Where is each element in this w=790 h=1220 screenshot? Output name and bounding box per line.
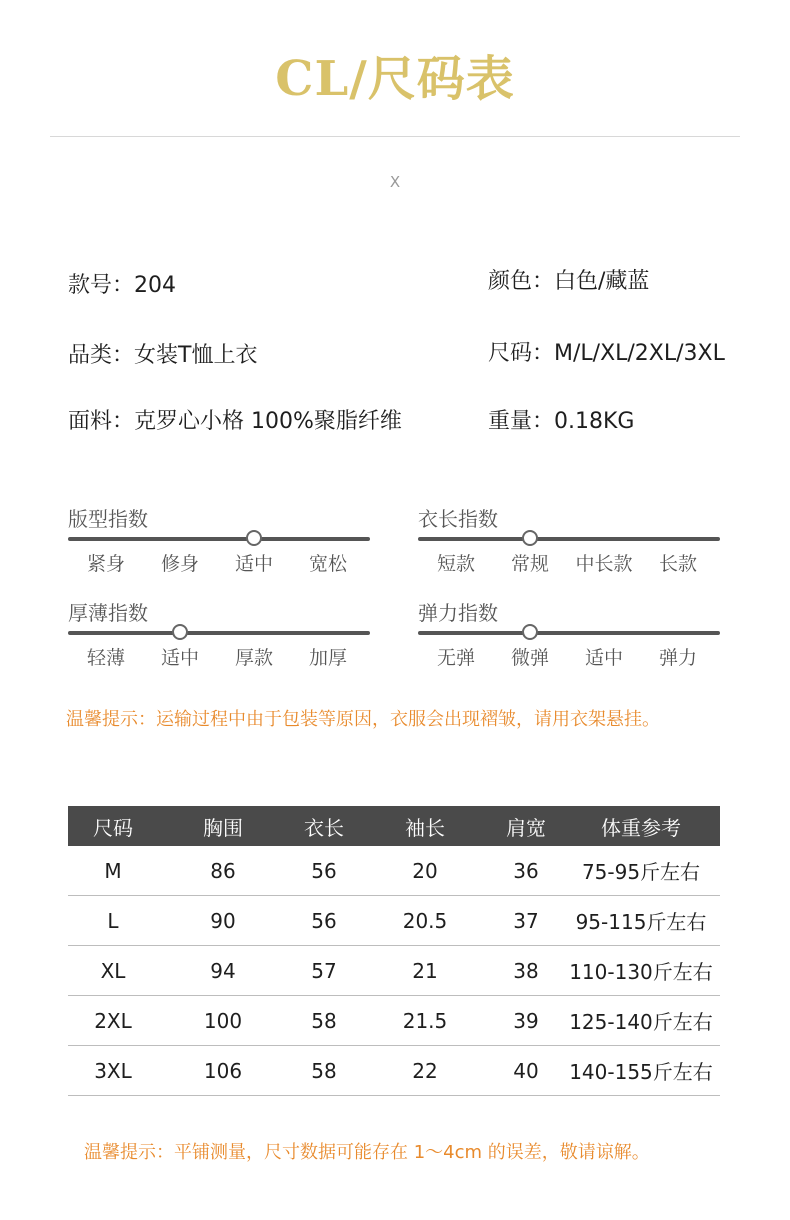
gauge-label: 紧身 xyxy=(86,553,125,575)
close-icon[interactable]: X xyxy=(389,173,401,191)
table-cell: XL xyxy=(68,946,158,996)
table-row xyxy=(68,946,720,996)
table-row xyxy=(68,1046,720,1096)
gauge-label: 微弹 xyxy=(510,647,549,669)
weight-info: 重量：0.18KG xyxy=(488,409,635,434)
fit-gauge xyxy=(68,507,370,579)
table-cell: 95-115斤左右 xyxy=(562,896,720,946)
table-row xyxy=(68,996,720,1046)
table-cell: 21 xyxy=(360,946,490,996)
gauge-title: 厚薄指数 xyxy=(68,601,148,625)
gauge-track xyxy=(418,631,720,635)
column-header: 袖长 xyxy=(360,806,490,846)
gauge-track xyxy=(68,631,370,635)
column-header: 尺码 xyxy=(68,806,158,846)
gauge-title: 版型指数 xyxy=(68,507,148,531)
table-cell: 36 xyxy=(490,846,562,896)
gauge-knob xyxy=(522,530,538,546)
table-row xyxy=(68,896,720,946)
table-cell: M xyxy=(68,846,158,896)
table-cell: 58 xyxy=(288,996,360,1046)
table-cell: 125-140斤左右 xyxy=(562,996,720,1046)
table-cell: 37 xyxy=(490,896,562,946)
thickness-gauge xyxy=(68,601,370,673)
table-cell: 100 xyxy=(158,996,288,1046)
column-header: 肩宽 xyxy=(490,806,562,846)
table-cell: 58 xyxy=(288,1046,360,1096)
table-cell: L xyxy=(68,896,158,946)
table-cell: 20 xyxy=(360,846,490,896)
color-info: 颜色：白色/藏蓝 xyxy=(488,269,650,294)
gauge-label: 短款 xyxy=(436,553,475,575)
table-cell: 140-155斤左右 xyxy=(562,1046,720,1096)
table-cell: 3XL xyxy=(68,1046,158,1096)
gauge-knob xyxy=(246,530,262,546)
gauge-label: 弹力 xyxy=(658,647,697,669)
table-cell: 57 xyxy=(288,946,360,996)
table-header-row xyxy=(68,806,720,846)
table-cell: 110-130斤左右 xyxy=(562,946,720,996)
gauge-label: 长款 xyxy=(658,553,697,575)
title-divider xyxy=(50,136,740,137)
measurement-notice: 温馨提示：平铺测量，尺寸数据可能存在 1～4cm 的误差，敬请谅解。 xyxy=(84,1142,650,1163)
table-cell: 106 xyxy=(158,1046,288,1096)
table-cell: 75-95斤左右 xyxy=(562,846,720,896)
length-gauge xyxy=(418,507,720,579)
table-cell: 40 xyxy=(490,1046,562,1096)
table-cell: 2XL xyxy=(68,996,158,1046)
table-cell: 94 xyxy=(158,946,288,996)
column-header: 体重参考 xyxy=(562,806,720,846)
table-row xyxy=(68,846,720,896)
gauge-label: 适中 xyxy=(234,553,273,575)
table-cell: 56 xyxy=(288,896,360,946)
table-cell: 38 xyxy=(490,946,562,996)
table-cell: 21.5 xyxy=(360,996,490,1046)
size-range-info: 尺码：M/L/XL/2XL/3XL xyxy=(488,341,725,366)
shipping-notice: 温馨提示：运输过程中由于包装等原因，衣服会出现褶皱，请用衣架悬挂。 xyxy=(66,709,660,730)
fabric-info: 面料：克罗心小格 100%聚脂纤维 xyxy=(68,409,402,434)
column-header: 衣长 xyxy=(288,806,360,846)
gauge-label: 宽松 xyxy=(308,553,347,575)
table-cell: 39 xyxy=(490,996,562,1046)
gauge-knob xyxy=(172,624,188,640)
category-info: 品类：女装T恤上衣 xyxy=(68,343,258,368)
gauge-track xyxy=(418,537,720,541)
gauge-label: 中长款 xyxy=(575,553,633,575)
gauge-track xyxy=(68,537,370,541)
gauge-label: 适中 xyxy=(160,647,199,669)
gauge-label: 修身 xyxy=(160,553,199,575)
gauge-label: 厚款 xyxy=(234,647,273,669)
gauge-knob xyxy=(522,624,538,640)
column-header: 胸围 xyxy=(158,806,288,846)
gauge-label: 无弹 xyxy=(436,647,475,669)
gauge-label: 加厚 xyxy=(308,647,347,669)
style-number: 款号：204 xyxy=(68,273,176,298)
gauge-label: 适中 xyxy=(584,647,623,669)
page-title: CL/尺码表 xyxy=(275,51,515,107)
gauge-title: 弹力指数 xyxy=(418,601,498,625)
table-cell: 20.5 xyxy=(360,896,490,946)
table-cell: 90 xyxy=(158,896,288,946)
table-cell: 56 xyxy=(288,846,360,896)
gauge-label: 轻薄 xyxy=(86,647,125,669)
table-cell: 86 xyxy=(158,846,288,896)
size-table xyxy=(68,806,720,1096)
gauge-label: 常规 xyxy=(510,553,549,575)
gauge-title: 衣长指数 xyxy=(418,507,498,531)
elasticity-gauge xyxy=(418,601,720,673)
table-cell: 22 xyxy=(360,1046,490,1096)
